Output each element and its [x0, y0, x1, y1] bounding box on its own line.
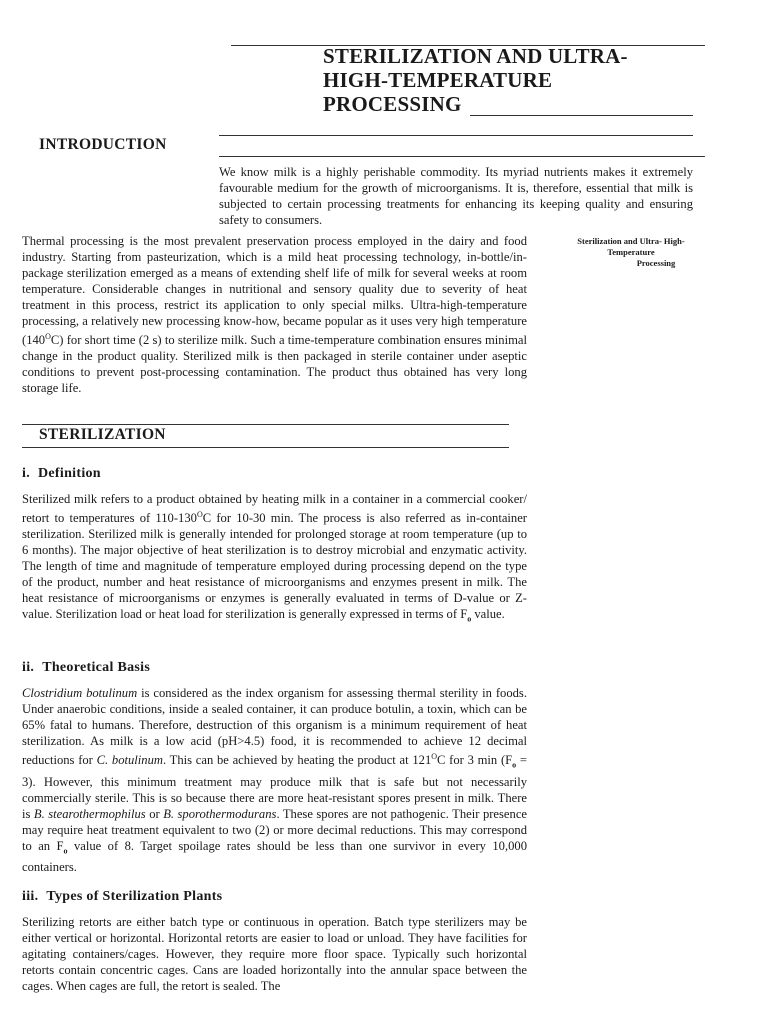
intro-body-part-2: C) for short time (2 s) to sterilize milk. Such a time-temperature combination ensures minimal change in the product quality. Sterilized milk is then packaged in sterile container under aseptic conditions to prevent post-processing contamination. The product thus obtained has very long storage life. — [22, 333, 527, 396]
title-bottom-rule — [470, 115, 693, 116]
sterilization-heading: STERILIZATION — [39, 426, 166, 443]
degree-superscript: O — [431, 752, 438, 761]
spore-name-1: B. stearothermophilus — [33, 806, 146, 821]
sterilization-top-rule — [22, 424, 509, 425]
degree-superscript: O — [45, 332, 51, 341]
side-note-line-3: Processing — [636, 258, 676, 268]
title-rule-3 — [219, 156, 705, 157]
title-line-1: STERILIZATION AND ULTRA- — [323, 44, 628, 68]
page-title — [323, 44, 683, 116]
f-subscript: o — [63, 846, 68, 856]
spore-name-2: B. sporothermodurans — [163, 806, 277, 821]
definition-part-2: C for 10-30 min. The process is also referred as in-container sterilization. Sterilized milk is generally intended for prolonged storage at room temperature (up to 6 months). The major objective of heat sterilization is to destroy microbial and enzymatic activity. The length of time and magnitude of temperature employed during processing depend on the type of the product, number and heat resistance of microorganisms and enzymes present in milk. The heat resistance of microorganisms or enzymes is generally evaluated in terms of D-value or Z-value. Sterilization load or heat load for sterilization is generally expressed in terms of F — [22, 511, 527, 622]
intro-body-paragraph — [22, 233, 527, 396]
theoretical-number: ii. — [22, 660, 35, 675]
f-subscript: o — [512, 760, 517, 770]
theoretical-part-2: . This can be achieved by heating the product at 121 — [162, 753, 432, 768]
side-note-line-1: Sterilization and Ultra- High- — [577, 236, 685, 246]
definition-part-3: value. — [471, 607, 505, 622]
theoretical-title: Theoretical Basis — [42, 660, 151, 675]
side-note-line-2: Temperature — [607, 247, 655, 257]
theoretical-or: or — [145, 806, 164, 821]
theoretical-part-1: is considered as the index organism for assessing thermal sterility in foods. Under anaerobic conditions, inside a sealed container, it can produce botulin, a toxin, which can be 65% fatal to humans. Therefore, destruction of this organism is a minimum requirement of heat sterilization. As milk is a low acid (pH>4.5) food, it is recommended to achieve 12 decimal reductions for — [22, 686, 527, 768]
types-number: iii. — [22, 889, 39, 904]
definition-part-1: Sterilized milk refers to a product obtained by heating milk in a container in a commercial cooker/ retort to temperatures of 110-130 — [22, 492, 527, 526]
intro-body-part-1: Thermal processing is the most prevalent preservation process employed in the dairy and food industry. Starting from pasteurization, which is a mild heat processing technology, in-bottle/in-package sterilization emerged as a means of extending shelf life of milk for several weeks at room temperature. Considerable changes in nutritional and sensory quality due to severity of heat treatment in this process, restrict its application to only special milks. Ultra-high-temperature processing, a relatively new processing know-how, became popular as it uses very high temperature (140 — [22, 234, 527, 348]
organism-name: Clostridium botulinum — [22, 686, 138, 700]
theoretical-part-4: = 3). However, this minimum treatment may produce milk that is safe but not necessarily commercially sterile. This is so because there are more heat-resistant spores present in milk. There is — [22, 753, 527, 821]
theoretical-part-5: . These spores are not pathogenic. Their presence may require heat treatment equivalent to two (2) or more decimal reductions. This may correspond to an F — [22, 806, 527, 853]
definition-title: Definition — [38, 466, 101, 481]
title-line-3: PROCESSING — [323, 92, 462, 116]
title-line-2: HIGH-TEMPERATURE — [323, 68, 553, 92]
sterilization-bottom-rule — [22, 447, 509, 448]
definition-number: i. — [22, 466, 30, 481]
types-title: Types of Sterilization Plants — [46, 889, 223, 904]
theoretical-part-6: value of 8. Target spoilage rates should be less than one survivor in every 10,000 containers. — [22, 838, 528, 875]
types-heading — [22, 889, 222, 905]
introduction-heading: INTRODUCTION — [39, 136, 167, 153]
organism-short-name: C. botulinum — [96, 753, 163, 768]
theoretical-heading — [22, 660, 150, 676]
f-subscript: o — [467, 614, 472, 624]
theoretical-part-3: C for 3 min (F — [437, 753, 513, 768]
title-rule-2 — [219, 135, 693, 136]
definition-heading — [22, 466, 101, 482]
theoretical-paragraph — [22, 685, 527, 875]
types-paragraph: Sterilizing retorts are either batch type or continuous in operation. Batch type sterilizers may be either vertical or horizontal. Horizontal retorts are easier to load or unload. They have facilities for agitating containers/cages. However, they require more floor space. Typically such horizontal retorts contain concentric cages. Cans are loaded horizontally into the annular space between the cages. When cages are full, the retort is sealed. The — [22, 915, 527, 993]
degree-superscript: O — [196, 510, 203, 519]
side-note — [556, 236, 706, 269]
definition-paragraph — [22, 491, 527, 628]
introduction-text: We know milk is a highly perishable commodity. Its myriad nutrients makes it extremely favourable medium for the growth of microorganisms. It is, therefore, essential that milk is subjected to certain processing treatments for enhancing its keeping quality and ensuring safety to consumers. — [219, 165, 693, 227]
